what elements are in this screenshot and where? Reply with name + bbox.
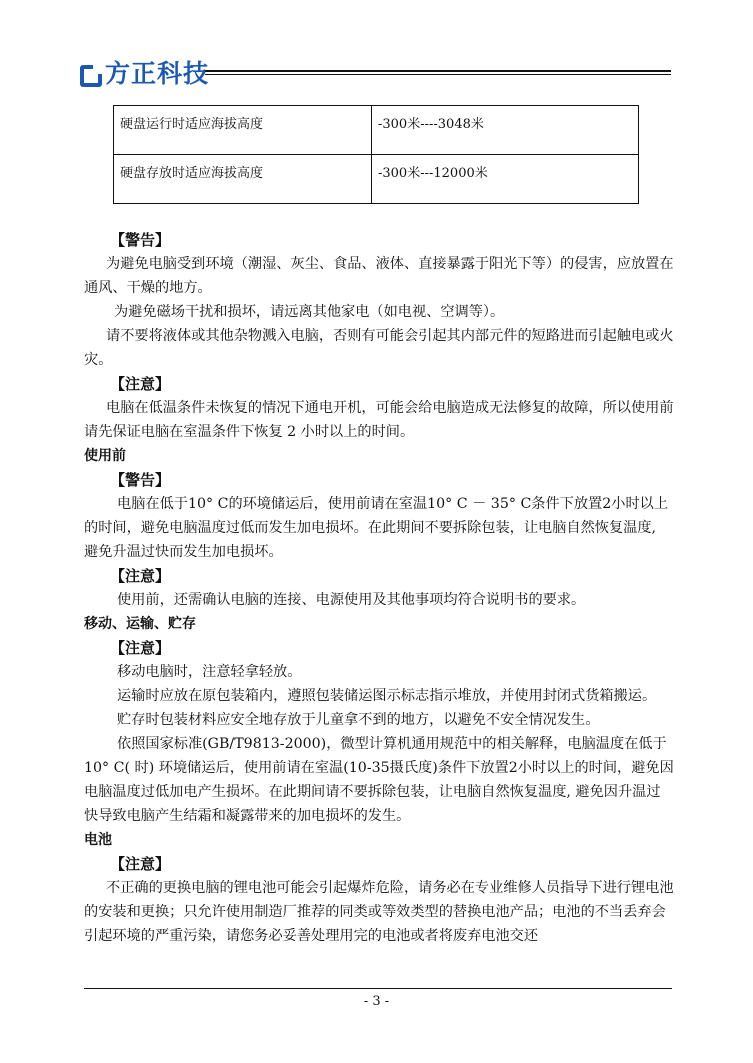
header-rule (205, 70, 671, 72)
note-heading: 【注意】 (110, 375, 171, 393)
paragraph: 移动电脑时，注意轻拿轻放。 (117, 664, 302, 680)
warning-heading: 【警告】 (110, 471, 171, 489)
paragraph: 贮存时包装材料应安全地存放于儿童拿不到的地方，以避免不安全情况发生。 (117, 712, 600, 728)
paragraph: 电脑在低于10° C的环境储运后，使用前请在室温10° C － 35° C条件下放置2小时以上的时间，避免电脑温度过低而发生加电损坏。在此期间不要拆除包装，让电脑自然恢复温度, 避免升温过快而发生加电损坏。 (84, 496, 669, 560)
section-heading: 移动、运输、贮存 (84, 616, 196, 632)
paragraph: 不正确的更换电脑的锂电池可能会引起爆炸危险，请务必在专业维修人员指导下进行锂电池的安装和更换；只允许使用制造厂推荐的同类或等效类型的替换电池产品；电池的不当丢弃会引起环境的严重污染，请您务必妥善处理用完的电池或者将废弃电池交还 (84, 880, 674, 944)
header-rule-thin (205, 74, 671, 75)
paragraph: 为避免磁场干扰和损坏，请远离其他家电（如电视、空调等）。 (114, 304, 505, 320)
paragraph: 使用前，还需确认电脑的连接、电源使用及其他事项均符合说明书的要求。 (117, 592, 586, 608)
company-logo (80, 57, 209, 91)
table-cell-value: -300米---12000米 (372, 155, 639, 204)
table-cell-value: -300米----3048米 (372, 106, 639, 155)
logo-mark-icon (80, 63, 102, 85)
note-heading: 【注意】 (110, 639, 171, 657)
table-cell-label: 硬盘存放时适应海拔高度 (114, 155, 372, 204)
warning-heading: 【警告】 (110, 231, 171, 249)
table-row (114, 106, 639, 155)
logo-text: 方正科技 (105, 59, 210, 88)
note-heading: 【注意】 (110, 567, 171, 585)
paragraph: 请不要将液体或其他杂物溅入电脑，否则有可能会引起其内部元件的短路进而引起触电或火灾。 (84, 328, 674, 368)
document-body (84, 228, 674, 948)
section-heading: 使用前 (84, 448, 126, 464)
footer-rule (84, 988, 672, 989)
altitude-spec-table (113, 105, 639, 204)
table-cell-label: 硬盘运行时适应海拔高度 (114, 106, 372, 155)
paragraph: 运输时应放在原包装箱内，遵照包装储运图示标志指示堆放，并使用封闭式货箱搬运。 (117, 688, 657, 704)
paragraph: 为避免电脑受到环境（潮湿、灰尘、食品、液体、直接暴露于阳光下等）的侵害，应放置在通风、干燥的地方。 (84, 256, 674, 296)
section-heading: 电池 (84, 832, 112, 848)
note-heading: 【注意】 (110, 855, 171, 873)
page-number: - 3 - (363, 994, 390, 1009)
paragraph: 电脑在低温条件未恢复的情况下通电开机，可能会给电脑造成无法修复的故障，所以使用前请先保证电脑在室温条件下恢复 2 小时以上的时间。 (84, 400, 674, 440)
table-row (114, 155, 639, 204)
paragraph: 依照国家标准(GB/T9813-2000)，微型计算机通用规范中的相关解释，电脑温度在低于10° C( 时) 环境储运后，使用前请在室温(10-35摄氏度)条件下放置2小时以上的时间，避免因电脑温度过低加电产生损坏。在此期间请不要拆除包装，让电脑自然恢复温度, 避免因升温过快导致电脑产生结霜和凝露带来的加电损坏的发生。 (84, 736, 674, 824)
